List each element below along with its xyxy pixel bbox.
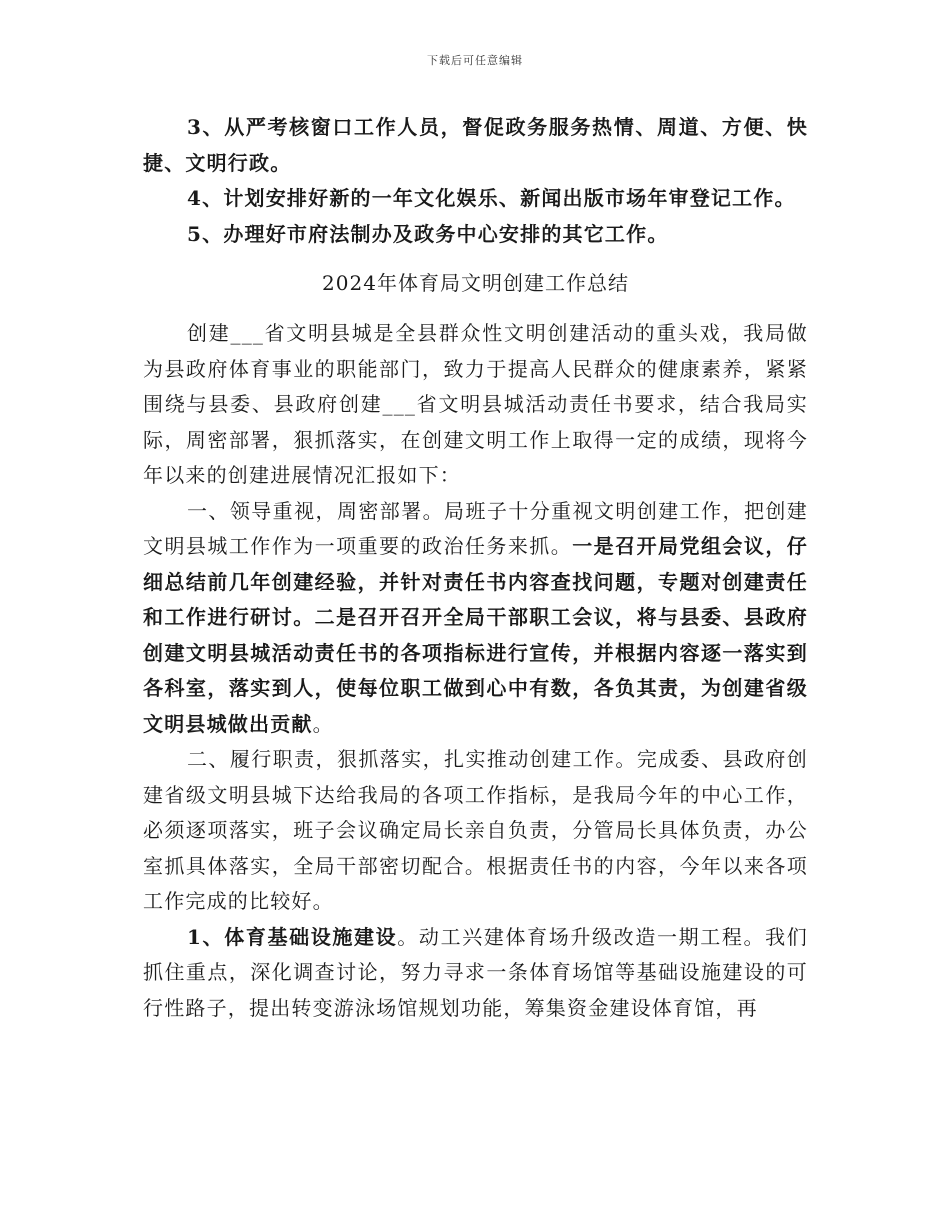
section-1-lead: 一、领导重视，周密部署。局班子十分重视文明创建工作，把创建文明县城工作作为一项重要的政治任务来抓。: [143, 498, 808, 558]
section-2-paragraph: 二、履行职责，狠抓落实，扎实推动创建工作。完成委、县政府创建省级文明县城下达给我局的各项工作指标，是我局今年的中心工作，必须逐项落实，班子会议确定局长亲自负责，分管局长具体负责，办公室抓具体落实，全局干部密切配合。根据责任书的内容，今年以来各项工作完成的比较好。: [143, 747, 808, 913]
section-3-heading: 1、体育基础设施建设: [187, 924, 398, 949]
section-3-text: 。动工兴建体育场升级改造一期工程。我们抓住重点，深化调查讨论，努力寻求一条体育场馆等基础设施建设的可行性路子，提出转变游泳场馆规划功能，筹集资金建设体育馆，再: [143, 924, 808, 1020]
section-1-end: 。: [312, 711, 334, 736]
page-header: 下载后可任意编辑: [427, 54, 523, 67]
item-3: 3、从严考核窗口工作人员，督促政务服务热情、周道、方便、快捷、文明行政。: [143, 115, 808, 175]
item-4: 4、计划安排好新的一年文化娱乐、新闻出版市场年审登记工作。: [187, 186, 796, 210]
document-body: [143, 110, 808, 1026]
section-3-paragraph: [143, 920, 808, 1027]
section-1-bold-text: 一是召开局党组会议，仔细总结前几年创建经验，并针对责任书内容查找问题，专题对创建责任和工作进行研讨。二是召开召开全局干部职工会议，将与县委、县政府创建文明县城活动责任书的各项指标进行宣传，并根据内容逐一落实到各科室，落实到人，使每位职工做到心中有数，各负其责，为创建省级文明县城做出贡献: [143, 534, 809, 736]
item-5: 5、办理好市府法制办及政务中心安排的其它工作。: [187, 221, 669, 246]
section-1-paragraph: [143, 494, 808, 743]
intro-paragraph: 创建___省文明县城是全县群众性文明创建活动的重头戏，我局做为县政府体育事业的职能部门，致力于提高人民群众的健康素养，紧紧围绕与县委、县政府创建___省文明县城活动责任书要求，结合我局实际，周密部署，狠抓落实，在创建文明工作上取得一定的成绩，现将今年以来的创建进展情况汇报如下：: [143, 321, 808, 487]
document-title: 2024年体育局文明创建工作总结: [322, 271, 629, 295]
